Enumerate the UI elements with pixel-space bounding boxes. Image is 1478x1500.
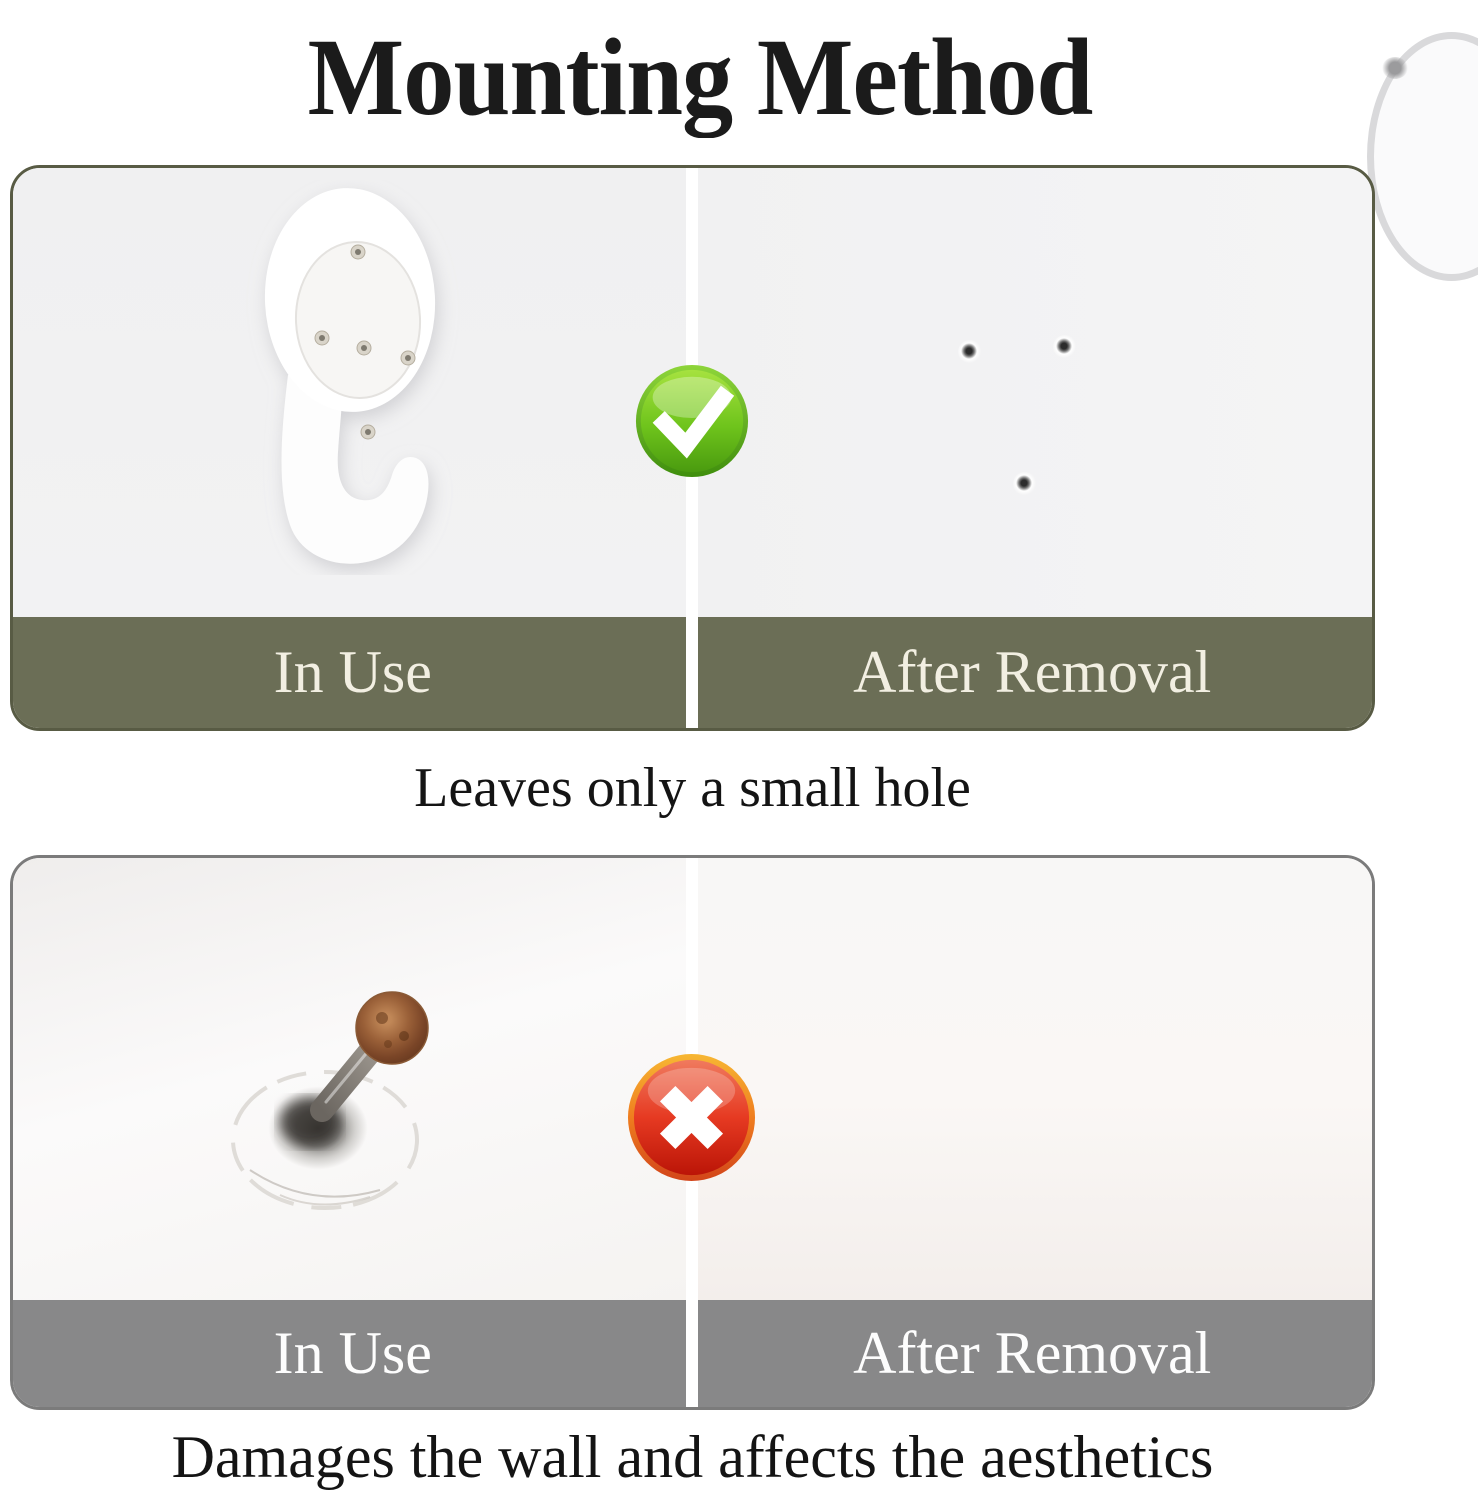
page-title: Mounting Method bbox=[307, 16, 1093, 138]
pin-hole bbox=[958, 340, 982, 364]
cropped-photo-fragment bbox=[1367, 32, 1478, 281]
photo-fragment-shadow bbox=[1382, 57, 1408, 79]
pin-hole bbox=[1053, 335, 1077, 359]
caption-recommended: Leaves only a small hole bbox=[414, 757, 971, 819]
check-badge bbox=[633, 362, 751, 480]
label-in-use: In Use bbox=[273, 639, 432, 705]
nail-illustration bbox=[210, 960, 470, 1220]
label-after-removal: After Removal bbox=[853, 639, 1212, 705]
photo-wall-after-removal-clean bbox=[693, 168, 1373, 617]
photo-nail-in-use bbox=[13, 858, 693, 1300]
photo-hook-in-use bbox=[13, 168, 693, 617]
label-after-removal: After Removal bbox=[853, 1320, 1212, 1386]
label-in-use: In Use bbox=[273, 1320, 432, 1386]
check-icon bbox=[633, 362, 751, 480]
cross-icon bbox=[625, 1051, 758, 1184]
cross-badge bbox=[625, 1051, 758, 1184]
caption-not-recommended: Damages the wall and affects the aesthetics bbox=[171, 1424, 1214, 1490]
pin-hole bbox=[1013, 472, 1037, 496]
wall-hook-illustration bbox=[240, 180, 470, 575]
photo-wall-after-removal-damaged bbox=[693, 858, 1373, 1300]
